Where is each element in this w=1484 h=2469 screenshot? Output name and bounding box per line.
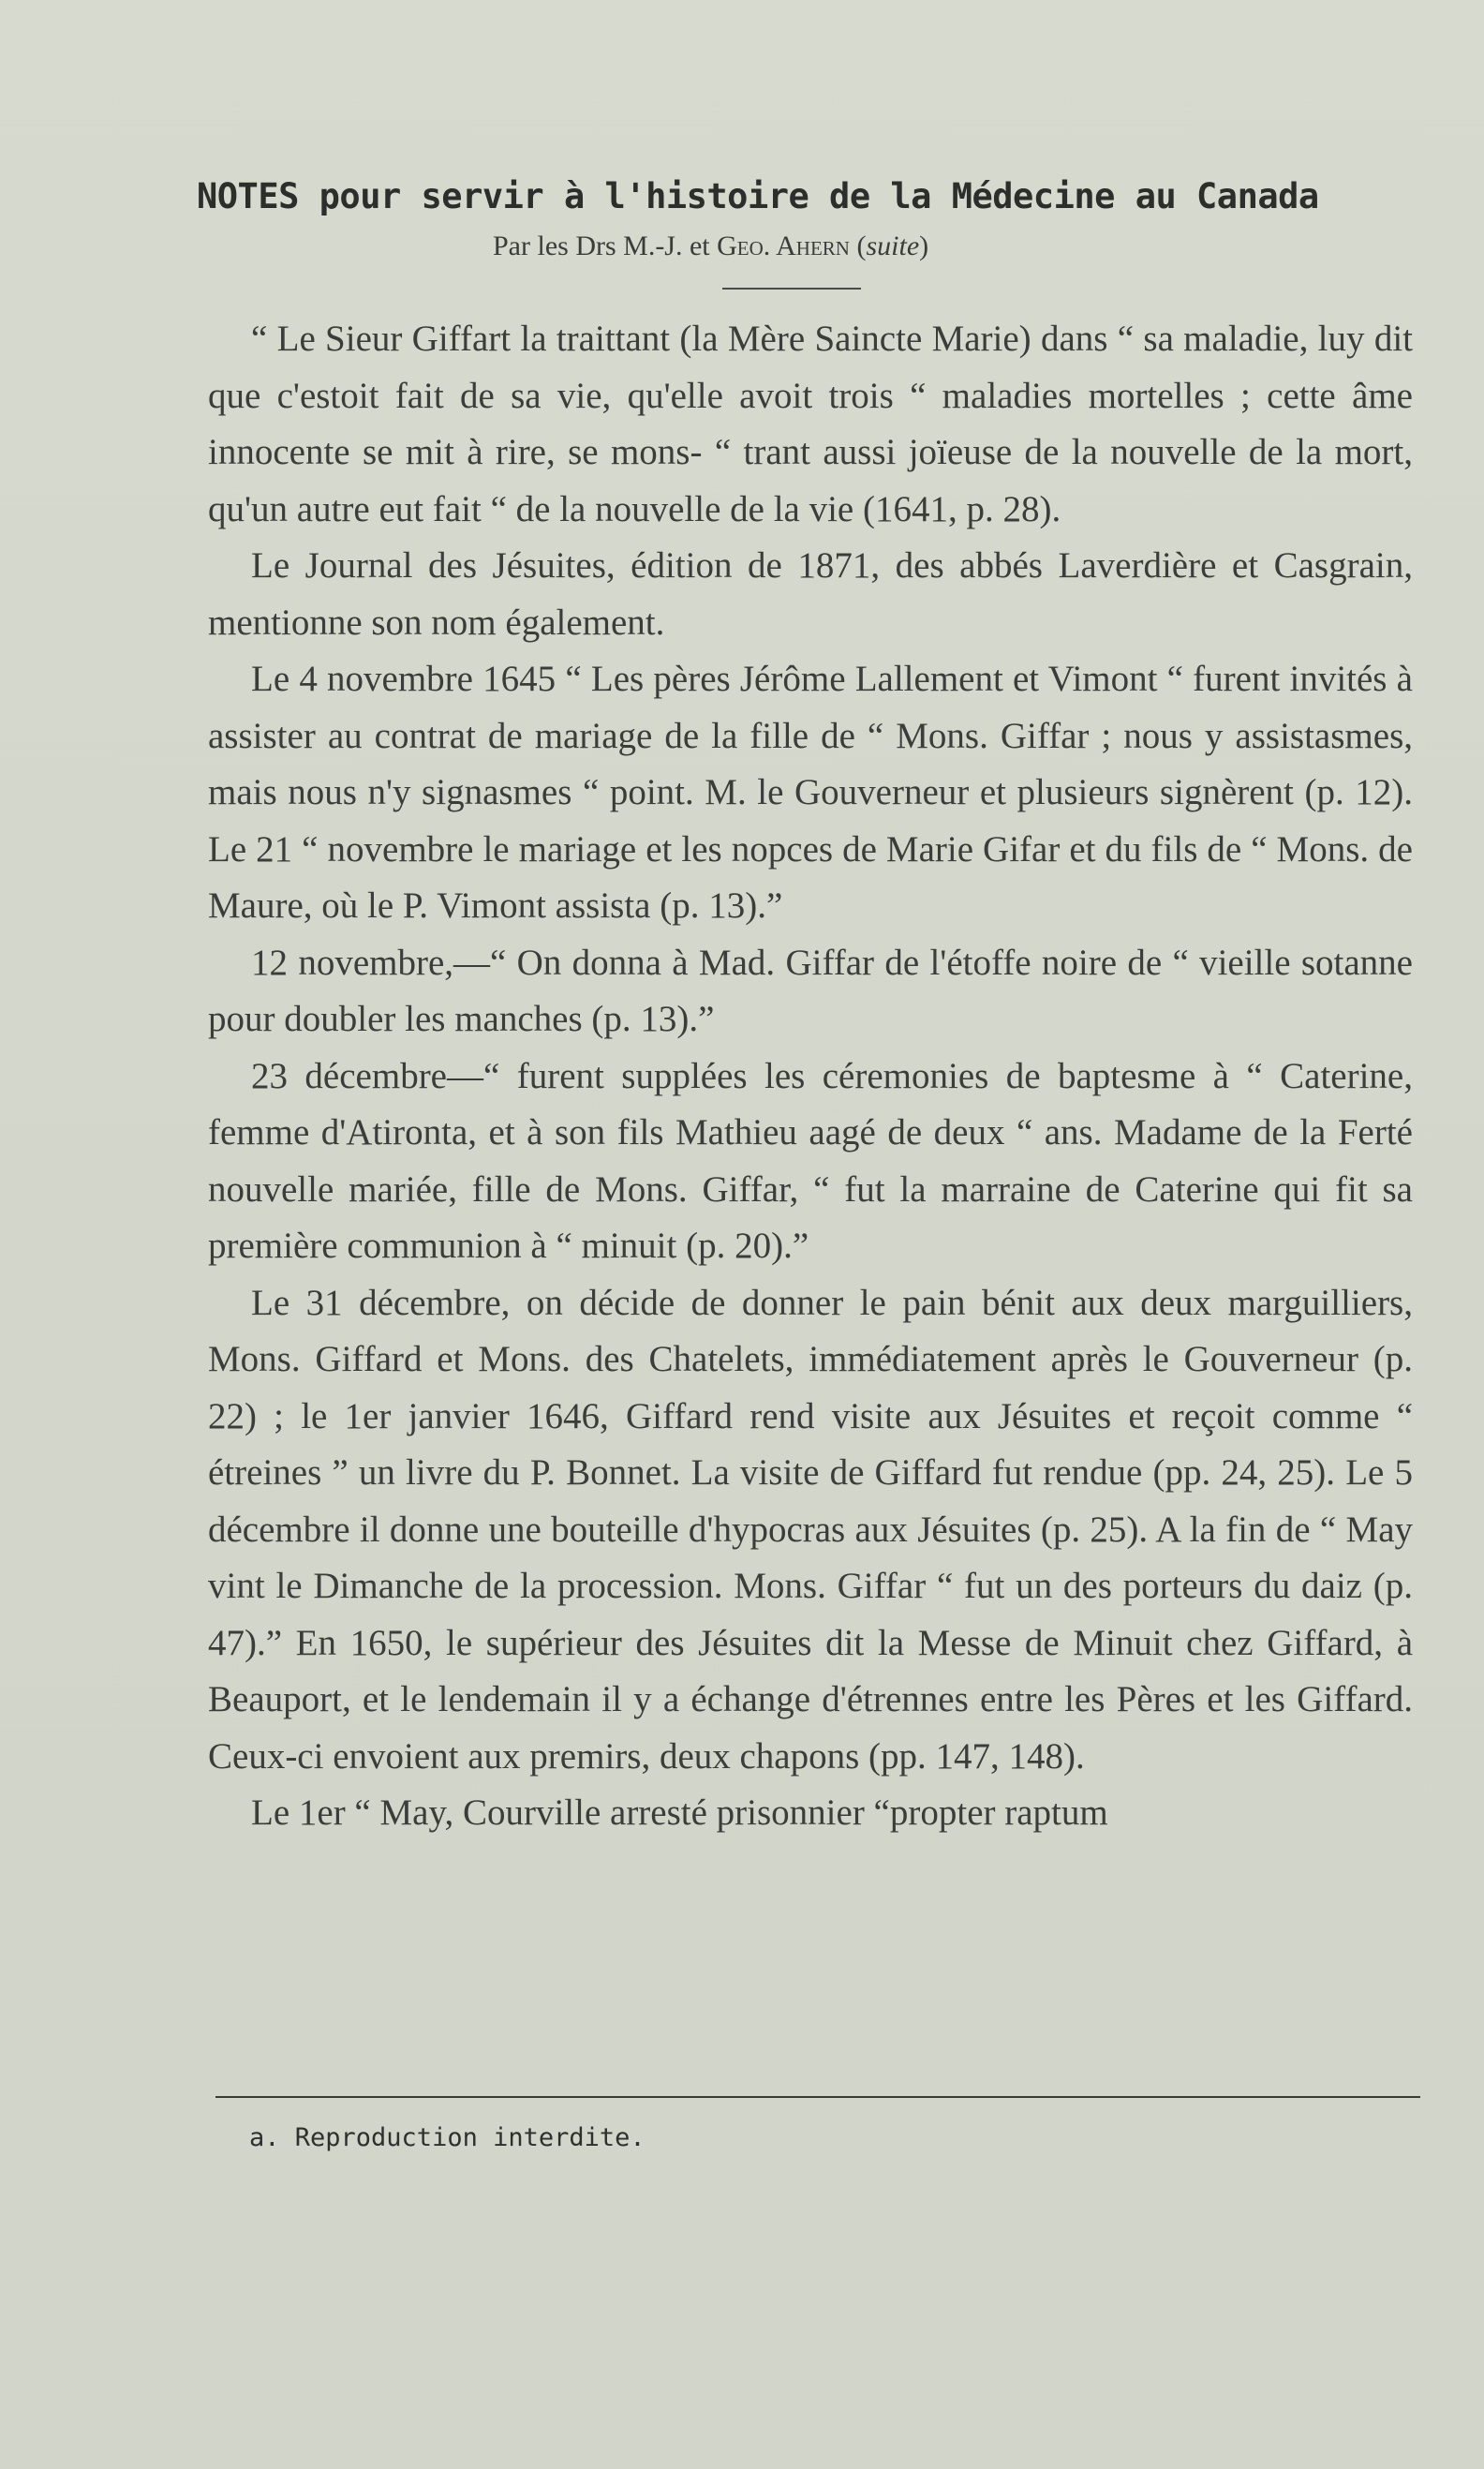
byline-prefix: Par les Drs M.-J. et xyxy=(493,231,718,261)
byline: Par les Drs M.-J. et Geo. Ahern (suite) xyxy=(493,231,929,261)
byline-author: Geo. Ahern xyxy=(717,231,850,261)
title-divider xyxy=(722,288,861,290)
footnote: a. Reproduction interdite. xyxy=(249,2123,646,2152)
paragraph-5: 23 décembre—“ furent supplées les céremonies de baptesme à “ Caterine, femme d'Atironta, et à son fils Mathieu aagé de deux “ ans. Madame de la Ferté nouvelle mariée, fille de Mons. Giffar, “ fut la marraine de Caterine qui fit sa première communion à “ minuit (p. 20).” xyxy=(208,1055,1413,1266)
paragraph-1: “ Le Sieur Giffart la traittant (la Mère Saincte Marie) dans “ sa maladie, luy dit que c'estoit fait de sa vie, qu'elle avoit trois “ maladies mortelles ; cette âme innocente se mit à rire, se mons- “ trant aussi joïeuse de la nouvelle de la mort, qu'un autre eut fait “ de la nouvelle de la vie (1641, p. 28). xyxy=(208,319,1413,529)
article-body xyxy=(208,311,1413,1842)
paragraph-7: Le 1er “ May, Courville arresté prisonnier “propter raptum xyxy=(251,1792,1108,1833)
paragraph-2: Le Journal des Jésuites, édition de 1871, des abbés Laverdière et Casgrain, mentionne son nom également. xyxy=(208,545,1413,643)
footnote-divider xyxy=(215,2096,1420,2098)
paragraph-3: Le 4 novembre 1645 “ Les pères Jérôme Lallement et Vimont “ furent invités à assister au contrat de mariage de la fille de “ Mons. Giffar ; nous y assistasmes, mais nous n'y signasmes “ point. M. le Gouverneur et plusieurs signèrent (p. 12). Le 21 “ novembre le mariage et les nopces de Marie Gifar et du fils de “ Mons. de Maure, où le P. Vimont assista (p. 13).” xyxy=(208,659,1413,926)
paragraph-6: Le 31 décembre, on décide de donner le pain bénit aux deux marguilliers, Mons. Giffard et Mons. des Chatelets, immédiatement après le Gouverneur (p. 22) ; le 1er janvier 1646, Giffard rend visite aux Jésuites et reçoit comme “ étreines ” un livre du P. Bonnet. La visite de Giffard fut rendue (pp. 24, 25). Le 5 décembre il donne une bouteille d'hypocras aux Jésuites (p. 25). A la fin de “ May vint le Dimanche de la procession. Mons. Giffar “ fut un des porteurs du daiz (p. 47).” En 1650, le supérieur des Jésuites dit la Messe de Minuit chez Giffard, à Beauport, et le lendemain il y a échange d'étrennes entre les Pères et les Giffard. Ceux-ci envoient aux premirs, deux chapons (pp. 147, 148). xyxy=(208,1282,1413,1777)
byline-suite: suite xyxy=(866,231,920,261)
paragraph-4: 12 novembre,—“ On donna à Mad. Giffar de l'étoffe noire de “ vieille sotanne pour doubler les manches (p. 13).” xyxy=(208,942,1413,1039)
article-title: NOTES pour servir à l'histoire de la Médecine au Canada xyxy=(197,176,1319,216)
